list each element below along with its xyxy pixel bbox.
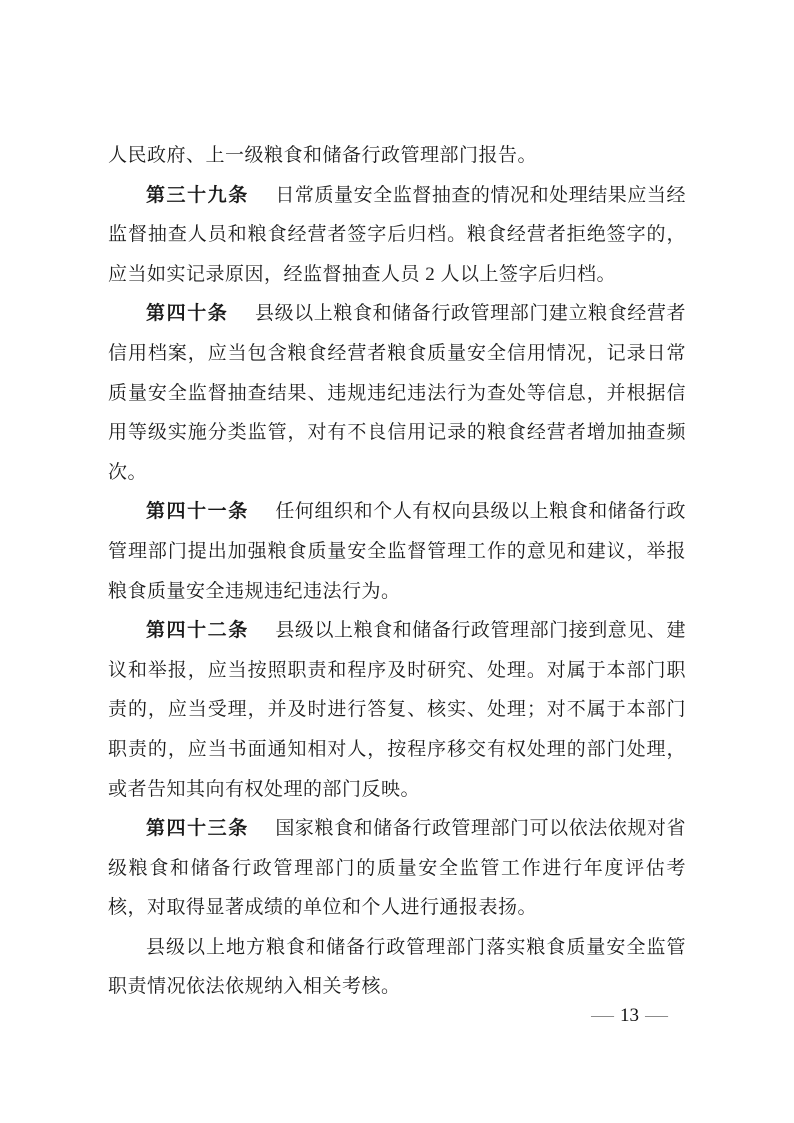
- paragraph-article-39: [108, 176, 686, 295]
- paragraph-continuation: [108, 136, 686, 176]
- paragraph-text: 日常质量安全监督抽查的情况和处理结果应当经监督抽查人员和粮食经营者签字后归档。粮食经营者拒绝签字的，应当如实记录原因，经监督抽查人员 2 人以上签字后归档。: [108, 184, 686, 285]
- article-number: 第四十三条: [146, 818, 249, 840]
- footer-left-dash: —: [591, 1005, 614, 1027]
- article-number: 第四十一条: [146, 501, 249, 523]
- paragraph-text: 任何组织和个人有权向县级以上粮食和储备行政管理部门提出加强粮食质量安全监督管理工作的意见和建议，举报粮食质量安全违规违纪违法行为。: [108, 501, 686, 602]
- paragraph-article-40: [108, 294, 686, 492]
- footer-right-dash: —: [645, 1005, 668, 1027]
- paragraph-text: 县级以上地方粮食和储备行政管理部门落实粮食质量安全监管职责情况依法依规纳入相关考核。: [108, 936, 686, 998]
- paragraph-article-43: [108, 809, 686, 928]
- article-number: 第四十条: [146, 303, 229, 325]
- paragraph-article-41: [108, 492, 686, 611]
- paragraph-article-42: [108, 611, 686, 809]
- paragraph-text: 县级以上粮食和储备行政管理部门接到意见、建议和举报，应当按照职责和程序及时研究、处理。对属于本部门职责的，应当受理，并及时进行答复、核实、处理；对不属于本部门职责的，应当书面通知相对人，按程序移交有权处理的部门处理，或者告知其向有权处理的部门反映。: [108, 620, 686, 800]
- article-number: 第三十九条: [146, 184, 249, 206]
- paragraph-text: 县级以上粮食和储备行政管理部门建立粮食经营者信用档案，应当包含粮食经营者粮食质量安全信用情况，记录日常质量安全监督抽查结果、违规违纪违法行为查处等信息，并根据信用等级实施分类监管，对有不良信用记录的粮食经营者增加抽查频次。: [108, 303, 686, 483]
- page-number: 13: [620, 1005, 639, 1027]
- article-number: 第四十二条: [146, 620, 249, 642]
- document-content: [108, 136, 686, 1031]
- paragraph-text: 国家粮食和储备行政管理部门可以依法依规对省级粮食和储备行政管理部门的质量安全监管工作进行年度评估考核，对取得显著成绩的单位和个人进行通报表扬。: [108, 818, 686, 919]
- paragraph-text: 人民政府、上一级粮食和储备行政管理部门报告。: [108, 145, 538, 166]
- paragraph-closing: [108, 928, 686, 1007]
